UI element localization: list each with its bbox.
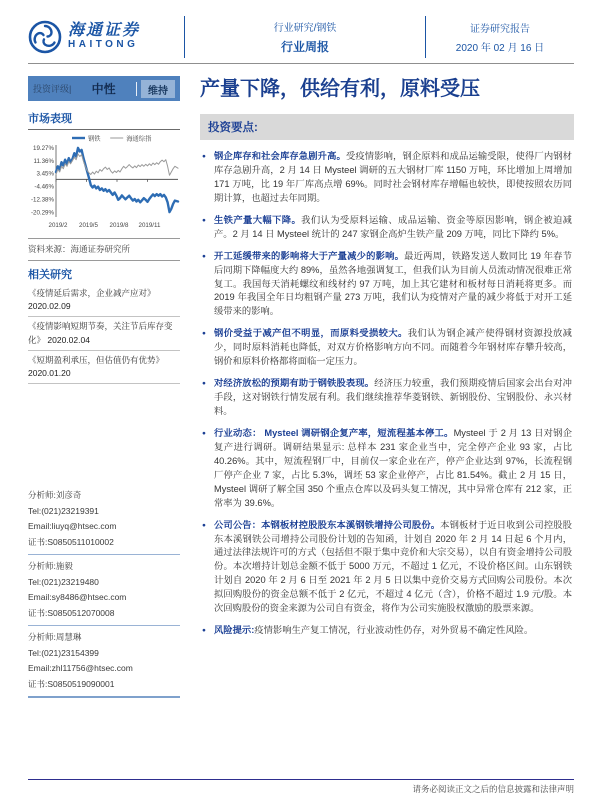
- legend-label: 钢铁: [88, 135, 101, 143]
- related-title: 《疫情影响短期节奏，关注节后库存变化》: [28, 321, 173, 345]
- related-research-item: [28, 351, 180, 384]
- bullet-lead: 风险提示:: [214, 625, 255, 636]
- chart-source: 资料来源：海通证券研究所: [28, 238, 180, 260]
- main-column: [200, 76, 574, 698]
- analyst-name: 分析师:施毅: [28, 560, 73, 571]
- analyst-card: [28, 484, 180, 555]
- content-columns: [28, 76, 574, 698]
- logo-english-name: HAITONG: [68, 39, 139, 51]
- y-tick-label: -12.38%: [30, 196, 54, 204]
- header-center: [184, 16, 426, 58]
- bullet-item: [214, 427, 572, 511]
- bullet-text: 本钢板材于近日收到公司控股股东本溪钢铁公司增持公司股份计划的告知函，计划自 2020 年 2 月 14 日起 6 个月内，通过法律法规许可的方式（包括但不限于集中竞价和大宗交易），以自有资金增持公司股份。本次增持计划总金额不低于 5000 万元，不超过 1 亿元，不设价格区间。山东钢铁计划自 2020 年 2 月 6 日至 2021 年 2 月 5 日以集中竞价交易方式回购公司股份。本次拟回购股份的资金总额不低于 2 亿元，不超过 4 亿元（含），价格不超过 1.9 元/股。本次回购股份的资金来源为公司自有资金，将作为公司实施股权激励的股票来源。: [214, 519, 572, 614]
- footer-disclaimer: 请务必阅读正文之后的信息披露和法律声明: [28, 779, 574, 795]
- bullet-lead: 开工延缓带来的影响将大于产量减少的影响。: [214, 250, 405, 261]
- bullet-lead: 公司公告：本钢板材控股股东本溪钢铁增持公司股份。: [214, 519, 441, 530]
- x-tick-label: 2019/8: [109, 222, 129, 229]
- analyst-tel: Tel:(021)23219480: [28, 576, 99, 587]
- market-performance-heading: 市场表现: [28, 113, 72, 125]
- y-tick-label: -4.46%: [34, 183, 54, 191]
- analyst-name: 分析师:周慧琳: [28, 631, 82, 642]
- haitong-logo-icon: [28, 20, 62, 54]
- report-header: [28, 16, 574, 64]
- analyst-card: [28, 626, 180, 698]
- y-tick-label: 19.27%: [33, 144, 54, 152]
- report-type: 行业周报: [280, 40, 329, 54]
- rating-divider: [136, 82, 137, 96]
- bullet-text: Mysteel 于 2 月 13 日对钢企复产进行调研。调研结果显示: 总样本 231 家企业当中，完全停产企业 93 家，占比 40.26%。其中，短流程钢厂中，目前仅一家企业在产，停产企业达到 97%，长流程钢厂停产企业 7 家，占比 5.3%，调坯 53 家企业停产，占比 81.54%。截止 2 月 15 日，Mysteel 调研了解全国 350 个重点仓库以及码头复工情况，其中异常仓库有 212 家，正常率为 39.6%。: [214, 427, 572, 508]
- bullet-lead: 行业动态： Mysteel 调研钢企复产率，短流程基本停工。: [214, 427, 454, 438]
- analyst-card: [28, 555, 180, 626]
- related-research-item: [28, 317, 180, 350]
- analysts-block: [28, 484, 180, 698]
- related-title: 《短期盈利承压，但估值仍有优势》: [28, 354, 165, 365]
- key-points-list: [200, 150, 574, 638]
- y-tick-label: 3.45%: [36, 170, 54, 178]
- related-date: 2020.01.20: [28, 367, 71, 378]
- x-tick-label: 2019/5: [79, 222, 98, 229]
- related-research-item: [28, 284, 180, 317]
- related-title: 《疫情延后需求，企业减产应对》: [28, 288, 156, 298]
- series-index: [56, 154, 178, 175]
- bullet-item: [214, 327, 572, 369]
- industry-category: 行业研究/钢铁: [273, 23, 337, 34]
- bullet-text: 经济压力较重，我们预期疫情后国家会出台对冲手段，这对钢铁行情发展有利。我们继续推荐华菱钢铁、新钢股份、宝钢股份、永兴材料。: [214, 378, 572, 416]
- bullet-item: [214, 214, 572, 242]
- bullet-text: 我们认为受原料运输、成品运输、资金等原因影响，钢企被迫减产。2 月 14 日 Mysteel 统计的 247 家钢企高炉生铁产量 209 万吨，同比下降约 5%。: [214, 214, 572, 239]
- bullet-item: [214, 624, 572, 638]
- report-title: 产量下降，供给有利，原料受压: [200, 78, 480, 100]
- sidebar-rule: [28, 129, 180, 130]
- sidebar: [28, 76, 180, 698]
- bullet-lead: 钢价受益于减产但不明显，而原料受损较大。: [214, 328, 408, 339]
- rating-status-badge: 维持: [141, 80, 175, 98]
- bullet-lead: 钢企库存和社会库存急剧升高。: [214, 151, 346, 161]
- related-date: 2020.02.04: [47, 334, 90, 345]
- analyst-tel: Tel:(021)23154399: [28, 647, 99, 658]
- analyst-cert: 证书:S0850511010002: [28, 537, 114, 548]
- bullet-item: [214, 150, 572, 206]
- rating-label: 投资评级|: [33, 84, 72, 94]
- analyst-email: Email:sy8486@htsec.com: [28, 592, 127, 603]
- bullet-text: 受疫情影响，钢企原料和成品运输受限，使得厂内钢材库存急剧升高，2 月 14 日 Mysteel 调研的五大钢材厂库 1150 万吨，环比增加上周增加 171 万吨，比 19 年厂库高点增 69%。同时社会钢材库存增幅也较快，即使按照农历同期计算，也超过去年同期。: [214, 151, 572, 203]
- analyst-tel: Tel:(021)23219391: [28, 505, 99, 516]
- bullet-item: [214, 519, 572, 617]
- y-tick-label: 11.36%: [33, 157, 54, 165]
- bullet-text: 我们认为钢企减产使得钢材资源投放减少，同时原料消耗也降低，对双方价格影响方向不同。而随着今年钢材库存攀升较高，钢价和原料价格都将面临一定压力。: [214, 328, 572, 367]
- header-right: [426, 16, 574, 58]
- bullet-lead: 生铁产量大幅下降。: [214, 214, 302, 225]
- analyst-name: 分析师:刘彦奇: [28, 490, 82, 501]
- related-date: 2020.02.09: [28, 301, 71, 312]
- analyst-cert: 证书:S0850512070008: [28, 608, 115, 619]
- x-tick-label: 2019/11: [138, 222, 161, 229]
- bullet-lead: 对经济放松的预期有助于钢铁股表现。: [214, 378, 375, 389]
- logo-chinese-name: 海通证券: [68, 22, 141, 40]
- analyst-email: Email:liuyq@htsec.com: [28, 521, 117, 532]
- investment-rating-bar: [28, 76, 180, 101]
- bullet-item: [214, 377, 572, 419]
- bullet-text: 最近两周，铁路发送人数同比 19 年春节后同期下降幅度大约 89%，虽然各地强调复工，但我们认为目前人员流动情况很难正常复工。我国每天消耗螺纹和线材约 97 万吨，加上其它建材和板材每日消耗将更多。而 2019 年我国全年日均粗钢产量 273 万吨，我们认为疫情对产量的减少将低于对开工延缓带来的影响。: [214, 250, 572, 317]
- rating-value: 中性: [91, 82, 116, 96]
- haitong-logo: [28, 16, 184, 58]
- analyst-email: Email:zhl11756@htsec.com: [28, 663, 133, 674]
- legend-label: 海通综指: [126, 135, 152, 143]
- analyst-cert: 证书:S0850519090001: [28, 678, 115, 689]
- bullet-item: [214, 250, 572, 320]
- key-points-heading: 投资要点:: [200, 114, 574, 140]
- report-date: 2020 年 02 月 16 日: [455, 43, 545, 54]
- bullet-text: 疫情影响生产复工情况，行业波动性仍存，对外贸易不确定性风险。: [254, 625, 534, 636]
- y-tick-label: -20.29%: [30, 209, 54, 217]
- report-category: 证券研究报告: [470, 24, 530, 35]
- related-research-heading: 相关研究: [28, 260, 180, 282]
- market-performance-chart: [28, 132, 180, 236]
- x-tick-label: 2019/2: [48, 222, 68, 229]
